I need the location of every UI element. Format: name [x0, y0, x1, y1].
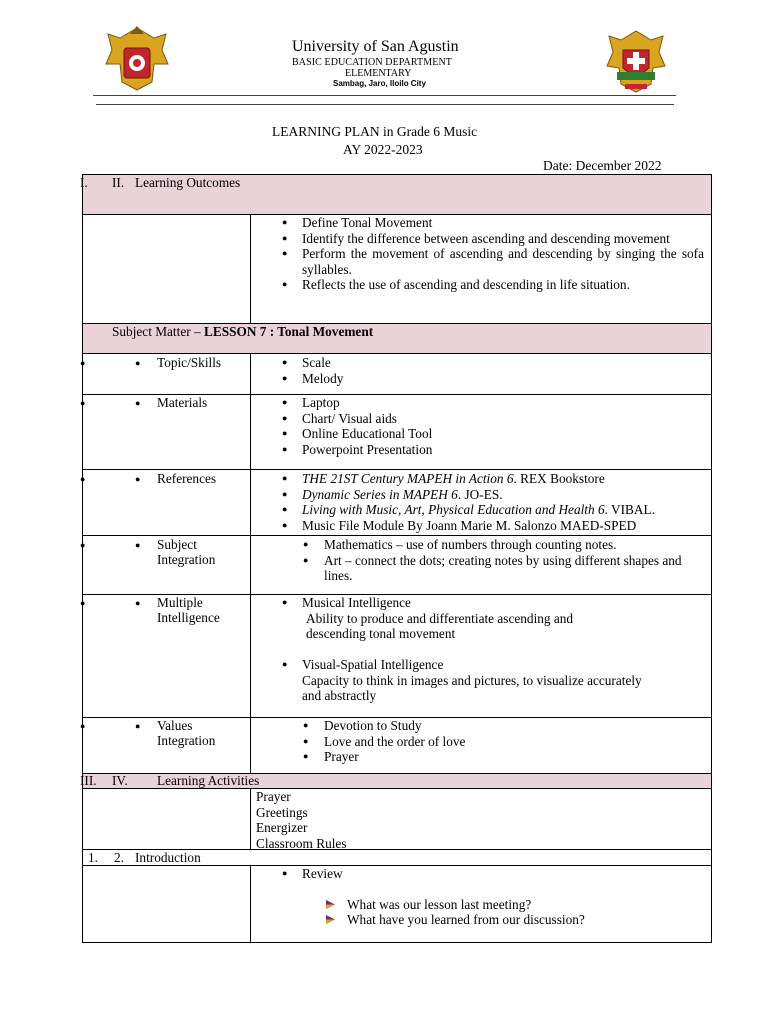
header-rule-2	[96, 104, 674, 105]
academic-year: AY 2022-2023	[343, 142, 423, 157]
arrow-bullet-icon	[325, 899, 336, 910]
list-item: ● Living with Music, Art, Physical Education and Health 6. VIBAL.	[282, 502, 655, 517]
references-list	[282, 471, 710, 533]
integration-label-2: Integration	[157, 552, 216, 567]
values-list	[303, 718, 465, 765]
integration-label-1: Subject	[157, 537, 197, 552]
university-name: University of San Agustin	[292, 38, 459, 55]
basic-education-logo	[603, 28, 669, 94]
list-item: Greetings	[256, 804, 308, 820]
list-item: ● Prayer	[303, 749, 359, 764]
intro-label: Introduction	[135, 850, 201, 865]
intro-num-1: 1.	[88, 850, 98, 865]
integration-list	[303, 537, 705, 584]
plan-title: LEARNING PLAN in Grade 6 Music	[272, 124, 478, 139]
mi-label-1: Multiple	[157, 595, 203, 610]
list-item: ● Love and the order of love	[303, 733, 466, 749]
values-label-1: Values	[157, 718, 193, 733]
list-item: Classroom Rules	[256, 835, 347, 851]
topics-list	[282, 355, 343, 386]
review-item: ● Review	[282, 866, 343, 881]
list-item: ● Visual-Spatial Intelligence	[282, 657, 444, 672]
activities-num-2: IV.	[112, 773, 128, 788]
review-question-2: What have you learned from our discussion?	[347, 912, 585, 927]
list-item: ● Art – connect the dots; creating notes by using different shapes and lines.	[303, 552, 682, 583]
materials-list	[282, 395, 432, 457]
list-item: ● Define Tonal Movement	[282, 215, 433, 230]
outcomes-num-1: I.	[80, 175, 88, 190]
list-item: ● Reflects the use of ascending and descending in life situation.	[282, 277, 630, 292]
list-item: ● Devotion to Study	[303, 718, 422, 733]
list-item: ● Identify the difference between ascending and descending movement	[282, 230, 670, 246]
outcomes-list	[282, 215, 704, 293]
list-item: ● Chart/ Visual aids	[282, 410, 397, 426]
list-item: ● Online Educational Tool	[282, 426, 433, 441]
list-item: ● THE 21ST Century MAPEH in Action 6. REX Bookstore	[282, 471, 605, 486]
plan-date: Date: December 2022	[543, 158, 662, 173]
list-item: ● Laptop	[282, 395, 340, 410]
list-item: ● Powerpoint Presentation	[282, 441, 433, 457]
materials-label: Materials	[157, 395, 208, 410]
mi-label-2: Intelligence	[157, 610, 220, 625]
activities-label: Learning Activities	[157, 773, 260, 788]
mi-list	[282, 595, 707, 704]
list-item: ● Dynamic Series in MAPEH 6. JO-ES.	[282, 486, 503, 502]
list-item: Prayer	[256, 789, 291, 804]
header-rule-1	[93, 95, 676, 96]
topic-label: Topic/Skills	[157, 355, 222, 370]
outcomes-label: Learning Outcomes	[135, 175, 241, 190]
university-seal-logo	[100, 24, 174, 94]
values-label-2: Integration	[157, 733, 216, 748]
activities-num-1: III.	[80, 773, 97, 788]
list-item: Energizer	[256, 820, 308, 835]
list-item: ● Perform the movement of ascending and descending by singing the sofa syllables.	[282, 246, 704, 277]
outcomes-num-2: II.	[112, 175, 125, 190]
address: Sambag, Jaro, Iloilo City	[333, 79, 426, 88]
mi-1-desc-1: Ability to produce and differentiate ascending and	[306, 610, 574, 626]
department-name: BASIC EDUCATION DEPARTMENT	[292, 57, 452, 68]
list-item: ● Mathematics – use of numbers through counting notes.	[303, 537, 617, 552]
routine-list	[256, 789, 347, 851]
review-question-1: What was our lesson last meeting?	[347, 897, 532, 912]
mi-2-desc-1: Capacity to think in images and pictures, to visualize accurately	[302, 672, 642, 688]
list-item: ● Music File Module By Joann Marie M. Salonzo MAED-SPED	[282, 517, 637, 533]
list-item: ● Melody	[282, 370, 344, 386]
list-item: ● Scale	[282, 355, 331, 370]
mi-2-desc-2: and abstractly	[302, 688, 377, 703]
subject-matter-title: Subject Matter – LESSON 7 : Tonal Movement	[112, 324, 374, 339]
list-item: ● Musical Intelligence	[282, 595, 411, 610]
level-name: ELEMENTARY	[345, 68, 412, 79]
mi-1-desc-2: descending tonal movement	[306, 626, 456, 641]
references-label: References	[157, 471, 217, 486]
intro-num-2: 2.	[114, 850, 124, 865]
arrow-bullet-icon	[325, 914, 336, 925]
